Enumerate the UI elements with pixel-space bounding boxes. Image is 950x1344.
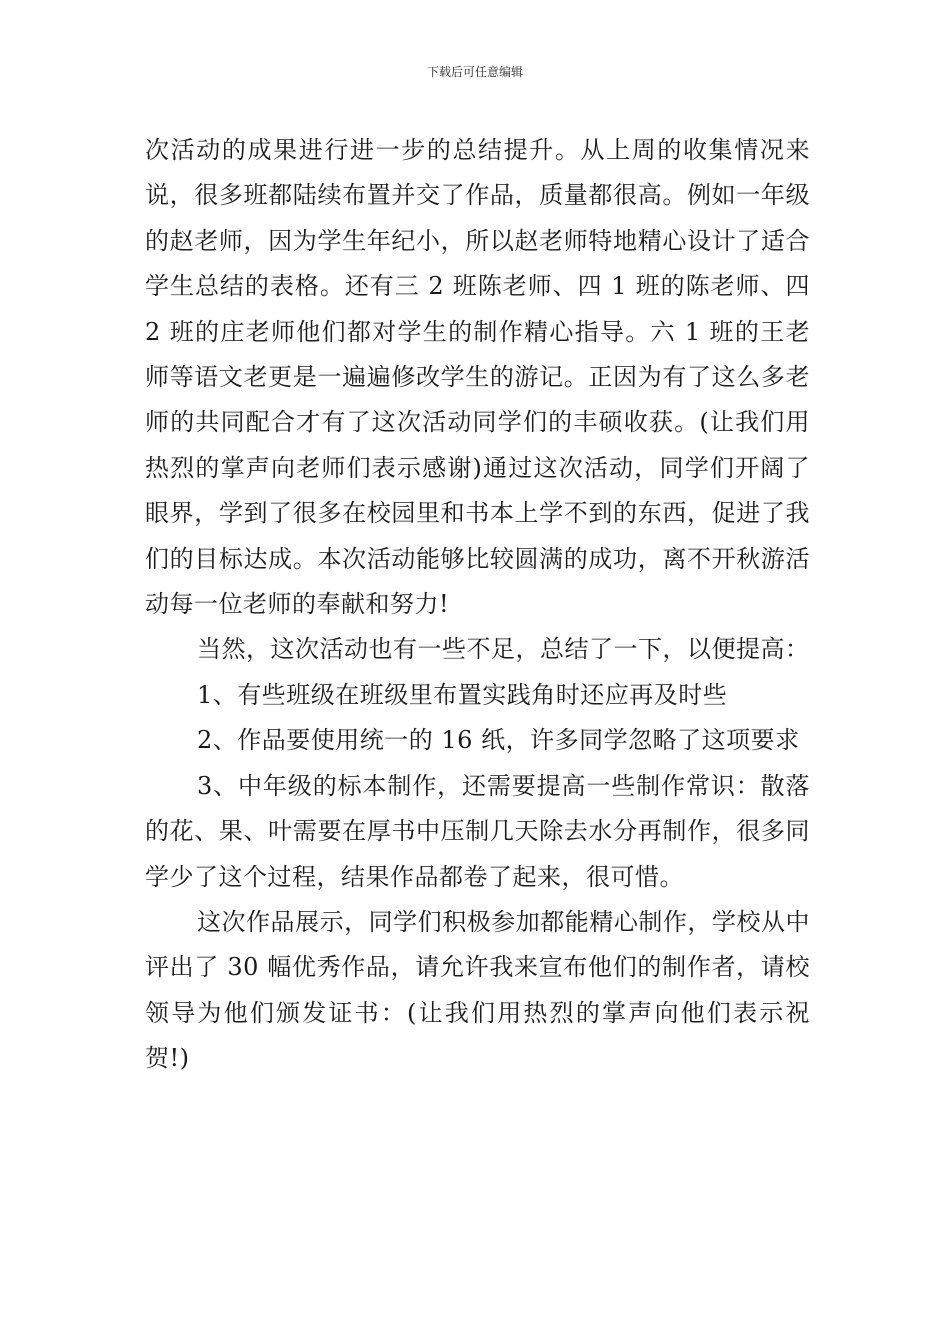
paragraph-awards: 这次作品展示，同学们积极参加都能精心制作，学校从中评出了 30 幅优秀作品，请允许我来宣布他们的制作者，请校领导为他们颁发证书：(让我们用热烈的掌声向他们表示祝贺!) <box>145 907 810 1073</box>
paragraph-shortcomings-intro: 当然，这次活动也有一些不足，总结了一下，以便提高： <box>197 635 810 664</box>
document-body <box>145 128 810 1082</box>
list-item-3: 3、中年级的标本制作，还需要提高一些制作常识：散落的花、果、叶需要在厚书中压制几天除去水分再制作，很多同学少了这个过程，结果作品都卷了起来，很可惜。 <box>145 771 810 891</box>
list-item-1: 1、有些班级在班级里布置实践角时还应再及时些 <box>197 680 728 709</box>
list-item-2: 2、作品要使用统一的 16 纸，许多同学忽略了这项要求 <box>197 726 800 755</box>
page-header: 下载后可任意编辑 <box>426 65 523 79</box>
paragraph-summary: 次活动的成果进行进一步的总结提升。从上周的收集情况来说，很多班都陆续布置并交了作品，质量都很高。例如一年级的赵老师，因为学生年纪小，所以赵老师特地精心设计了适合学生总结的表格。还有三 2 班陈老师、四 1 班的陈老师、四 2 班的庄老师他们都对学生的制作精心指导。六 1 班的王老师等语文老更是一遍遍修改学生的游记。正因为有了这么多老师的共同配合才有了这次活动同学们的丰硕收获。(让我们用热烈的掌声向老师们表示感谢)通过这次活动，同学们开阔了眼界，学到了很多在校园里和书本上学不到的东西，促进了我们的目标达成。本次活动能够比较圆满的成功，离不开秋游活动每一位老师的奉献和努力! <box>145 136 810 619</box>
